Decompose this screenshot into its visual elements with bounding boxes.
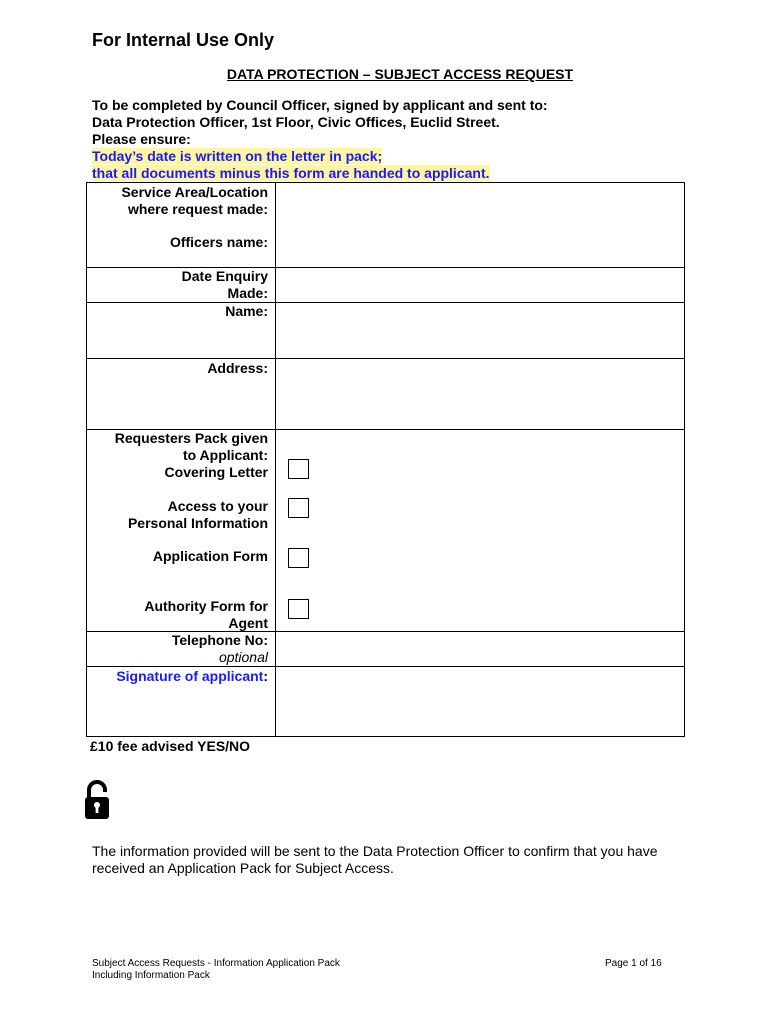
- row-divider: [87, 358, 684, 359]
- covering-letter-checkbox[interactable]: [288, 459, 309, 479]
- highlight-line-1: Today’s date is written on the letter in pack;: [92, 148, 383, 164]
- requesters-pack-label-line-1: Requesters Pack given: [114, 430, 268, 446]
- request-form: [86, 182, 685, 737]
- instruction-line-3: Please ensure:: [92, 131, 191, 147]
- telephone-label: Telephone No:: [171, 632, 268, 648]
- requesters-pack-label: [115, 430, 268, 481]
- authority-form-checkbox[interactable]: [288, 599, 309, 619]
- telephone-optional-note: optional: [218, 649, 268, 665]
- covering-letter-label: Covering Letter: [164, 464, 268, 480]
- access-info-checkbox[interactable]: [288, 498, 309, 518]
- instructions: [92, 97, 548, 182]
- footer-left: [92, 958, 340, 982]
- name-label: Name:: [225, 303, 268, 319]
- access-info-label-line-2: Personal Information: [127, 515, 268, 531]
- date-enquiry-label-line-1: Date Enquiry: [181, 268, 268, 284]
- address-label: Address:: [207, 360, 268, 376]
- date-enquiry-label-line-2: Made:: [227, 285, 268, 301]
- authority-form-label-line-2: Agent: [228, 615, 268, 631]
- signature-label: [116, 668, 268, 685]
- highlight-line-2: that all documents minus this form are handed to applicant.: [92, 165, 490, 181]
- row-divider: [87, 302, 684, 303]
- document-title: DATA PROTECTION – SUBJECT ACCESS REQUEST: [226, 66, 574, 82]
- internal-use-heading: For Internal Use Only: [92, 30, 275, 50]
- requesters-pack-label-line-2: to Applicant:: [182, 447, 268, 463]
- authority-form-label-line-1: Authority Form for: [144, 598, 268, 614]
- service-area-label-line-2: where request made:: [127, 201, 268, 217]
- signature-label-text: Signature of applicant: [116, 668, 264, 684]
- service-area-label: [121, 184, 268, 218]
- service-area-label-line-1: Service Area/Location: [121, 184, 268, 200]
- footer-left-line-2: Including Information Pack: [92, 970, 210, 981]
- fee-advised-text: £10 fee advised YES/NO: [90, 738, 251, 754]
- authority-form-label: [144, 598, 268, 632]
- access-info-label-line-1: Access to your: [167, 498, 268, 514]
- instruction-line-2: Data Protection Officer, 1st Floor, Civic Offices, Euclid Street.: [92, 114, 500, 130]
- date-enquiry-label: [182, 268, 268, 302]
- column-divider: [275, 183, 276, 736]
- officers-name-label: Officers name:: [169, 234, 268, 250]
- unlocked-padlock-icon: [83, 780, 111, 820]
- footer-left-line-1: Subject Access Requests - Information Application Pack: [92, 958, 340, 969]
- signature-label-colon: :: [263, 668, 268, 684]
- page-number: Page 1 of 16: [605, 958, 662, 969]
- access-info-label: [128, 498, 268, 532]
- application-form-label: Application Form: [152, 548, 268, 564]
- information-paragraph: The information provided will be sent to the Data Protection Officer to confirm that you have received an Application Pack for Subject Access.: [92, 843, 658, 876]
- row-divider: [87, 666, 684, 667]
- row-divider: [87, 267, 684, 268]
- application-form-checkbox[interactable]: [288, 548, 309, 568]
- instruction-line-1: To be completed by Council Officer, signed by applicant and sent to:: [92, 97, 548, 113]
